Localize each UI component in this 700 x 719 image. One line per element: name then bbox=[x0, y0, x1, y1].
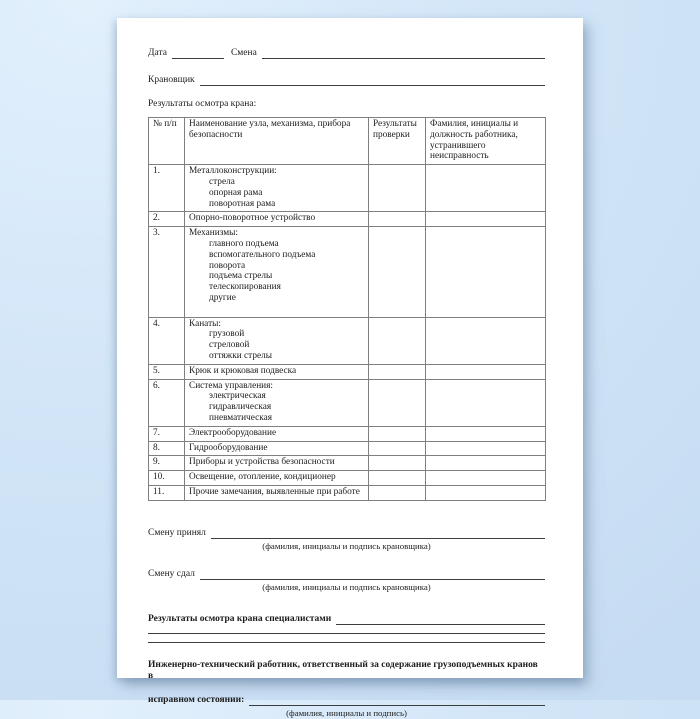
subitem-label: поворота bbox=[209, 260, 246, 271]
fixer-cell bbox=[426, 227, 546, 317]
result-cell bbox=[369, 165, 426, 212]
date-input-line bbox=[172, 48, 224, 59]
engineer-caption: (фамилия, инициалы и подпись) bbox=[286, 707, 407, 718]
header-result: Результаты проверки bbox=[369, 118, 426, 165]
item-label: Канаты: bbox=[189, 318, 221, 329]
table-row bbox=[149, 317, 546, 364]
table-row bbox=[149, 426, 546, 441]
shift-handed-caption: (фамилия, инициалы и подпись крановщика) bbox=[262, 581, 431, 592]
row-number-cell: 4. bbox=[149, 317, 185, 364]
specialists-line-3 bbox=[148, 634, 545, 643]
date-label: Дата bbox=[148, 48, 167, 58]
specialists-line-1 bbox=[336, 614, 545, 625]
result-cell bbox=[369, 426, 426, 441]
specialists-line-2 bbox=[148, 625, 545, 634]
operator-input-line bbox=[200, 75, 545, 86]
subitem-label: оттяжки стрелы bbox=[209, 350, 273, 361]
item-label: Опорно-поворотное устройство bbox=[189, 213, 316, 224]
result-cell bbox=[369, 212, 426, 227]
row-name-cell bbox=[185, 426, 369, 441]
blank-line bbox=[189, 304, 365, 315]
shift-accepted-label: Смену принял bbox=[148, 527, 206, 538]
shift-accepted-row bbox=[148, 528, 545, 539]
table-row bbox=[149, 364, 546, 379]
engineer-text-line1: Инженерно-технический работник, ответственный за содержание грузоподъемных кранов в bbox=[148, 659, 538, 681]
result-cell bbox=[369, 227, 426, 317]
fixer-cell bbox=[426, 485, 546, 500]
fixer-cell bbox=[426, 317, 546, 364]
fixer-cell bbox=[426, 456, 546, 471]
shift-accepted-caption: (фамилия, инициалы и подпись крановщика) bbox=[262, 540, 431, 551]
row-name-cell bbox=[185, 471, 369, 486]
item-label: Приборы и устройства безопасности bbox=[189, 457, 335, 468]
subitem-label: стреловой bbox=[209, 340, 250, 351]
result-cell bbox=[369, 456, 426, 471]
row-name-cell bbox=[185, 317, 369, 364]
row-number-cell: 7. bbox=[149, 426, 185, 441]
row-name-cell bbox=[185, 165, 369, 212]
item-label: Прочие замечания, выявленные при работе bbox=[189, 486, 360, 497]
row-name-cell bbox=[185, 379, 369, 426]
table-row bbox=[149, 227, 546, 317]
inspection-table bbox=[148, 117, 546, 501]
specialists-block bbox=[148, 614, 545, 643]
header-name: Наименование узла, механизма, прибора безопасности bbox=[185, 118, 369, 165]
subitem-label: главного подъема bbox=[209, 238, 279, 249]
shift-accepted-line bbox=[211, 528, 545, 539]
engineer-signature-line bbox=[249, 695, 545, 706]
item-label: Электрооборудование bbox=[189, 427, 277, 438]
row-number-cell: 9. bbox=[149, 456, 185, 471]
result-cell bbox=[369, 317, 426, 364]
fixer-cell bbox=[426, 441, 546, 456]
subitem-label: стрела bbox=[209, 176, 235, 187]
fixer-cell bbox=[426, 364, 546, 379]
table-row bbox=[149, 212, 546, 227]
table-row bbox=[149, 165, 546, 212]
operator-row bbox=[148, 75, 545, 86]
row-number-cell: 6. bbox=[149, 379, 185, 426]
result-cell bbox=[369, 364, 426, 379]
table-row bbox=[149, 441, 546, 456]
date-shift-row bbox=[148, 48, 545, 59]
engineer-block bbox=[148, 660, 545, 719]
table-row bbox=[149, 485, 546, 500]
subitem-label: поворотная рама bbox=[209, 198, 276, 209]
row-number-cell: 5. bbox=[149, 364, 185, 379]
fixer-cell bbox=[426, 165, 546, 212]
header-fixer: Фамилия, инициалы и должность работника, устранившего неисправность bbox=[426, 118, 546, 165]
table-row bbox=[149, 379, 546, 426]
specialists-row bbox=[148, 614, 545, 625]
row-name-cell bbox=[185, 485, 369, 500]
table-header-row bbox=[149, 118, 546, 165]
row-number-cell: 10. bbox=[149, 471, 185, 486]
row-number-cell: 1. bbox=[149, 165, 185, 212]
item-label: Механизмы: bbox=[189, 228, 239, 239]
row-name-cell bbox=[185, 456, 369, 471]
result-cell bbox=[369, 485, 426, 500]
shift-handed-label: Смену сдал bbox=[148, 568, 195, 579]
item-label: Освещение, отопление, кондиционер bbox=[189, 472, 336, 483]
specialists-label: Результаты осмотра крана специалистами bbox=[148, 613, 332, 624]
subitem-label: подъема стрелы bbox=[209, 271, 273, 282]
subitem-label: электрическая bbox=[209, 391, 266, 402]
fixer-cell bbox=[426, 379, 546, 426]
subitem-label: вспомогательного подъема bbox=[209, 249, 316, 260]
row-number-cell: 3. bbox=[149, 227, 185, 317]
subitem-label: грузовой bbox=[209, 329, 245, 340]
subitem-label: другие bbox=[209, 292, 236, 303]
form-content bbox=[148, 48, 545, 719]
item-label: Система управления: bbox=[189, 380, 274, 391]
row-name-cell bbox=[185, 212, 369, 227]
table-row bbox=[149, 456, 546, 471]
engineer-row bbox=[148, 695, 545, 706]
section-title: Результаты осмотра крана: bbox=[148, 99, 257, 109]
item-label: Гидрооборудование bbox=[189, 442, 268, 453]
row-name-cell bbox=[185, 364, 369, 379]
item-label: Крюк и крюковая подвеска bbox=[189, 365, 297, 376]
shift-handed-line bbox=[200, 569, 545, 580]
header-num: № п/п bbox=[149, 118, 185, 165]
fixer-cell bbox=[426, 426, 546, 441]
shift-handed-row bbox=[148, 569, 545, 580]
subitem-label: гидравлическая bbox=[209, 402, 272, 413]
result-cell bbox=[369, 441, 426, 456]
shift-label: Смена bbox=[230, 48, 257, 58]
row-name-cell bbox=[185, 441, 369, 456]
fixer-cell bbox=[426, 471, 546, 486]
row-name-cell bbox=[185, 227, 369, 317]
subitem-label: опорная рама bbox=[209, 187, 263, 198]
table-row bbox=[149, 471, 546, 486]
result-cell bbox=[369, 379, 426, 426]
subitem-label: телескопирования bbox=[209, 282, 281, 293]
paper-sheet bbox=[117, 18, 583, 718]
row-number-cell: 2. bbox=[149, 212, 185, 227]
operator-label: Крановщик bbox=[148, 75, 195, 85]
row-number-cell: 8. bbox=[149, 441, 185, 456]
engineer-text-line2: исправном состоянии: bbox=[148, 694, 245, 705]
result-cell bbox=[369, 471, 426, 486]
row-number-cell: 11. bbox=[149, 485, 185, 500]
fixer-cell bbox=[426, 212, 546, 227]
item-label: Металлоконструкции: bbox=[189, 166, 277, 177]
subitem-label: пневматическая bbox=[209, 412, 272, 423]
shift-accepted-block bbox=[148, 528, 545, 552]
shift-handed-block bbox=[148, 569, 545, 593]
shift-input-line bbox=[262, 48, 545, 59]
